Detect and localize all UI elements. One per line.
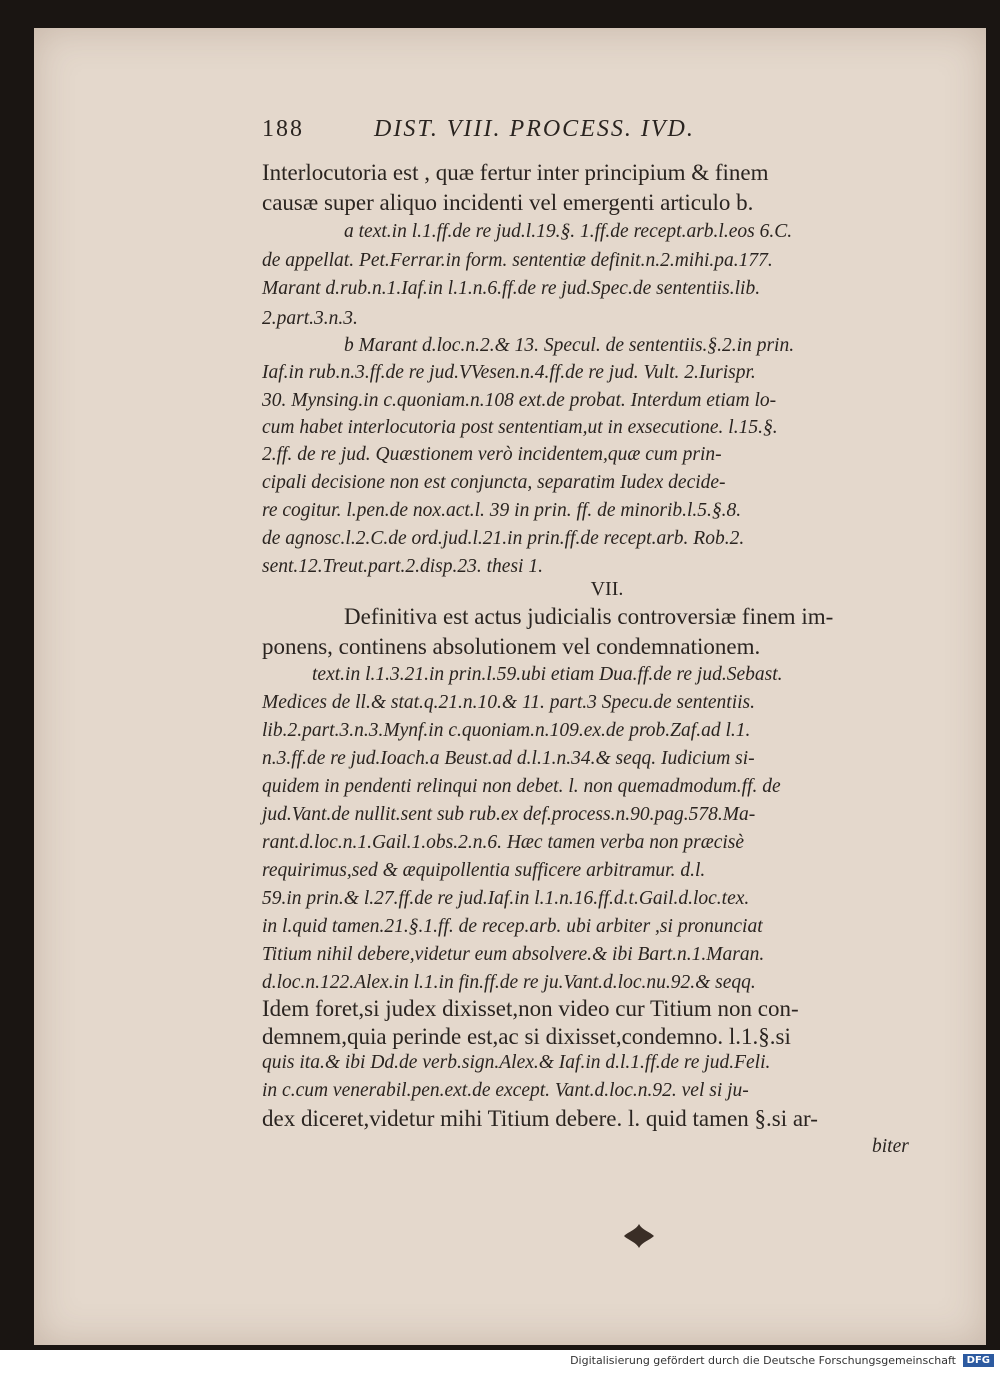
- footnote-line: Marant d.rub.n.1.Iaf.in l.1.n.6.ff.de re jud.Spec.de sententiis.lib.: [262, 278, 761, 299]
- text-line: ponens, continens absolutionem vel condemnationem.: [262, 634, 761, 659]
- catchword: biter: [872, 1136, 909, 1157]
- text-line: Idem foret,si judex dixisset,non video cur Titium non con-: [262, 996, 799, 1021]
- footnote-line: quidem in pendenti relinqui non debet. l. non quemadmodum.ff. de: [262, 776, 781, 797]
- footnote-line: de appellat. Pet.Ferrar.in form. sententiæ definit.n.2.mihi.pa.177.: [262, 250, 773, 271]
- footnote-line: quis ita.& ibi Dd.de verb.sign.Alex.& Iaf.in d.l.1.ff.de re jud.Feli.: [262, 1052, 771, 1073]
- footnote-line: n.3.ff.de re jud.Ioach.a Beust.ad d.l.1.n.34.& seqq. Iudicium si-: [262, 748, 755, 769]
- footnote-line: 30. Mynsing.in c.quoniam.n.108 ext.de probat. Interdum etiam lo-: [262, 390, 777, 411]
- footnote-line: Medices de ll.& stat.q.21.n.10.& 11. part.3 Specu.de sententiis.: [262, 692, 756, 713]
- text-line: causæ super aliquo incidenti vel emergenti articulo b.: [262, 190, 754, 215]
- dfg-logo: DFG: [963, 1354, 994, 1367]
- page-number: 188: [262, 116, 304, 142]
- running-head: DIST. VIII. PROCESS. IVD.: [374, 116, 695, 142]
- text-line: demnem,quia perinde est,ac si dixisset,condemno. l.1.§.si: [262, 1024, 791, 1049]
- footnote-line: re cogitur. l.pen.de nox.act.l. 39 in prin. ff. de minorib.l.5.§.8.: [262, 500, 742, 521]
- footnote-line: rant.d.loc.n.1.Gail.1.obs.2.n.6. Hæc tamen verba non præcisè: [262, 832, 745, 853]
- printer-ornament-icon: [622, 1222, 656, 1250]
- funding-credit: Digitalisierung gefördert durch die Deutsche Forschungsgemeinschaft: [570, 1354, 956, 1367]
- footnote-line: 2.ff. de re jud. Quæstionem verò incidentem,quæ cum prin-: [262, 444, 722, 465]
- footnote-line: cipali decisione non est conjuncta, separatim Iudex decide-: [262, 472, 726, 493]
- footnote-line: lib.2.part.3.n.3.Mynf.in c.quoniam.n.109.ex.de prob.Zaf.ad l.1.: [262, 720, 751, 741]
- footnote-line: Titium nihil debere,videtur eum absolvere.& ibi Bart.n.1.Maran.: [262, 944, 765, 965]
- footnote-line: in l.quid tamen.21.§.1.ff. de recep.arb. ubi arbiter ,si pronunciat: [262, 916, 763, 937]
- footnote-line: jud.Vant.de nullit.sent sub rub.ex def.process.n.90.pag.578.Ma-: [262, 804, 756, 825]
- footnote-line: requirimus,sed & æquipollentia sufficere arbitramur. d.l.: [262, 860, 706, 881]
- footnote-line: b Marant d.loc.n.2.& 13. Specul. de sententiis.§.2.in prin.: [344, 335, 795, 356]
- text-line: Definitiva est actus judicialis controversiæ finem im-: [344, 604, 834, 629]
- footnote-line: cum habet interlocutoria post sententiam,ut in exsecutione. l.15.§.: [262, 417, 778, 438]
- text-line: dex diceret,videtur mihi Titium debere. l. quid tamen §.si ar-: [262, 1106, 818, 1131]
- section-number: VII.: [590, 578, 624, 600]
- footnote-line: Iaf.in rub.n.3.ff.de re jud.VVesen.n.4.ff.de re jud. Vult. 2.Iurispr.: [262, 362, 756, 383]
- footnote-line: 2.part.3.n.3.: [262, 308, 358, 329]
- footnote-line: 59.in prin.& l.27.ff.de re jud.Iaf.in l.1.n.16.ff.d.t.Gail.d.loc.tex.: [262, 888, 750, 909]
- footnote-line: de agnosc.l.2.C.de ord.jud.l.21.in prin.ff.de recept.arb. Rob.2.: [262, 528, 745, 549]
- digitization-footer: [0, 1350, 1000, 1374]
- footnote-line: text.in l.1.3.21.in prin.l.59.ubi etiam Dua.ff.de re jud.Sebast.: [312, 664, 783, 685]
- footnote-line: d.loc.n.122.Alex.in l.1.in fin.ff.de re ju.Vant.d.loc.nu.92.& seqq.: [262, 972, 756, 993]
- text-line: Interlocutoria est , quæ fertur inter principium & finem: [262, 160, 769, 185]
- footnote-line: sent.12.Treut.part.2.disp.23. thesi 1.: [262, 556, 543, 577]
- footnote-line: a text.in l.1.ff.de re jud.l.19.§. 1.ff.de recept.arb.l.eos 6.C.: [344, 221, 793, 242]
- footnote-line: in c.cum venerabil.pen.ext.de except. Vant.d.loc.n.92. vel si ju-: [262, 1080, 749, 1101]
